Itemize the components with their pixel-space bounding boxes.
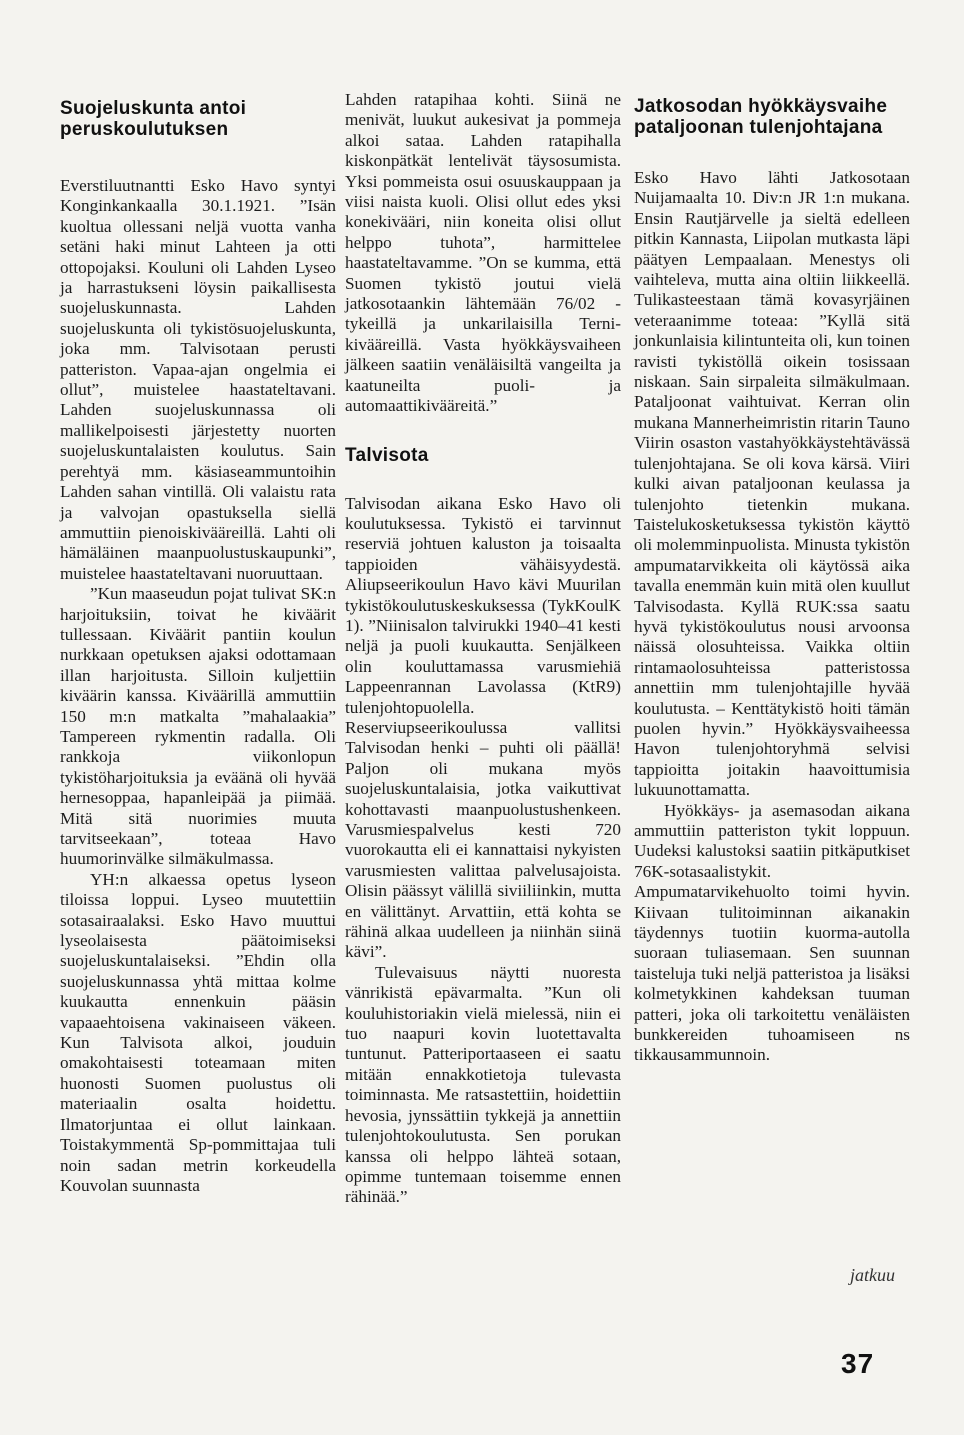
section-heading-winter-war: Talvisota: [345, 444, 429, 466]
article-paragraph: Lahden ratapihaa kohti. Siinä ne menivät, luukut aukesivat ja pommeja alkoi sataa. Lahden ratapihalla kiskonpätkät lentelivät täysosumista. Yksi pommeista osui osuuskauppaan ja viisi naista kuoli. Olisi ollut edes yksi konekivääri, niin koneita olisi ollut helppo tuhota”, harmittelee haastateltavamme. ”On se kumma, että Suomen tykistö joutui vielä jatkosotaankin lähtemään 76/02 -tykeillä ja unkarilaisilla Terni-kivääreillä. Vasta hyökkäysvaiheen jälkeen saatiin venäläisiltä vangeilta ja kaatuneilta puoli- ja automaattikivääreitä.”: [345, 90, 621, 416]
article-paragraph: YH:n alkaessa opetus lyseon tiloissa loppui. Lyseo muutettiin sotasairaalaksi. Esko Havo muuttui lyseolaisesta päätoimiseksi suojeluskuntalaiseksi. ”Ehdin olla suojeluskunnassa yhtä mittaa kolme kuukautta ennenkuin pääsin vapaaehtoisena vakinaiseen väkeen. Kun Talvisota alkoi, jouduin omakohtaisesti toteamaan miten huonosti Suomen puolustus oli materiaalin osalta hoidettu. Ilmatorjuntaa ei ollut lainkaan. Toistakymmentä Sp-pommittajaa tuli noin sadan metrin korkeudella Kouvolan suunnasta: [60, 869, 336, 1195]
section-heading-continuation-war: Jatkosodan hyökkäysvaihe pataljoonan tulenjohtajana: [634, 96, 888, 138]
article-column-1: [60, 90, 336, 1196]
article-paragraph: Hyökkäys- ja asemasodan aikana ammuttiin patteriston tykit loppuun. Uudeksi kalustoksi saatiin pitkäputkiset 76K-sotasaalistykit. Ampumatarvikehuolto toimi hyvin. Kiivaan tulitoiminnan aikanakin täydennys tuotiin kuorma-autolla suoraan tuliasemaan. Sen suunnan taisteluja tuki neljä patteristoa ja lisäksi kolmetykkinen kahdeksan tuuman patteri, joka oli tarkoitettu venäläisten bunkkereiden tuhoamiseen ns tikkausammunnoin.: [634, 800, 910, 1065]
article-column-3: [634, 90, 910, 1066]
article-paragraph: Tulevaisuus näytti nuoresta vänrikistä epävarmalta. ”Kun oli kouluhistoriakin vielä mielessä, niin ei tuo naapuri kovin luotettavalta tuntunut. Patteriportaaseen ei saatu mitään ennakkotietoja tulevasta toiminnasta. Me ratsastettiin, hoidettiin hevosia, jynssättiin tykkejä ja annettiin tulenjohtokoulutusta. Sen porukan kanssa oli helppo lähteä sotaan, opimme tuntemaan toisemme ennen rähinää.”: [345, 962, 621, 1207]
article-paragraph: Talvisodan aikana Esko Havo oli koulutuksessa. Tykistö ei tarvinnut reserviä johtuen kaluston ja toisaalta tappioiden vähäisyydestä. Aliupseerikoulun Havo kävi Muurilan tykistökoulutuskeskuksessa (TykKoulK 1). ”Niinisalon talvirukki 1940–41 kesti neljä ja puoli kuukautta. Senjälkeen olin kouluttamassa varusmiehiä Lappeenrannan Lavolassa (KtR9) tulenjohtopuolella. Reserviupseerikoulussa vallitsi Talvisodan henki – puhti oli päällä! Paljon oli mukana myös suojeluskuntalaisia, jotka vaikuttivat kohottavasti maanpuolustushenkeen. Varusmiespalvelus kesti 720 vuorokautta eli ei kannattaisi nykyisten varusmiesten valittaa palvelusajoista. Olisin päässyt välillä siviiliinkin, mutta en välittänyt. Arvattiin, että kohta se rähinä alkaa uudelleen ja niinhän siinä kävi”.: [345, 493, 621, 962]
article-paragraph: ”Kun maaseudun pojat tulivat SK:n harjoituksiin, toivat he kiväärit tullessaan. Kiväärit pantiin koulun nurkkaan opetuksen ajaksi odottamaan illan harjoitusta. Silloin kuljettiin kiväärin kanssa. Kiväärillä ammuttiin 150 m:n matkalta ”mahalaakia” Tampereen rykmentin radalla. Oli rankkoja viikonlopun tykistöharjoituksia ja eväänä oli hyvää hernesoppaa, hapanleipää ja piimää. Mitä sitä nuorimies muuta tarvitseekaan”, toteaa Havo huumorinvälke silmäkulmassa.: [60, 584, 336, 869]
article-paragraph: Esko Havo lähti Jatkosotaan Nuijamaalta 10. Div:n JR 1:n mukana. Ensin Rautjärvelle ja sieltä edelleen pitkin Kannasta, Liipolan mutkasta läpi päätyen Lempaalaan. Menestys oli vaihteleva, mutta aina oltiin liikkeellä. Tulikasteestaan tämä kovasyrjäinen veteraanimme toteaa: ”Kyllä sitä jonkunlaisia kilintunteita oli, kun toinen ravisti tykistöllä oikein tosissaan niskaan. Sain sirpaleita silmäkulmaan. Pataljoonat vaihtuivat. Kerran olin mukana Mannerheimristin ritarin Tauno Viirin osaston vastahyökkäystehtävässä tulenjohtajana. Se oli kova kärsä. Viiri kulki aivan pataljoonan keulassa ja tulenjohto tietenkin mukana. Taistelukosketuksessa tykistön käyttö oli molemminpuolista. Minusta tykistön ampumatarvikkeita oli käytössä aika tavalla enemmän kuin mitä olen kuullut Talvisodasta. Kyllä RUK:ssa saatu hyvä tykistökoulutus nousi arvoonsa näissä olosuhteissa. Vaikka oltiin rintamaolosuhteissa patteristossa annettiin mm tulenjohtajille hyvää koulutusta. – Kenttätykistö hoiti tämän puolen hyvin.” Hyökkäysvaiheessa Havon tulenjohtoryhmä selvisi tappioitta joitakin haavoittumisia lukuunottamatta.: [634, 168, 910, 800]
section-heading-civil-guard: Suojeluskunta antoi peruskoulutuksen: [60, 98, 247, 140]
continues-marker: jatkuu: [850, 1265, 895, 1285]
page-number: 37: [841, 1348, 875, 1379]
article-paragraph: Everstiluutnantti Esko Havo syntyi Konginkankaalla 30.1.1921. ”Isän kuoltua ollessani neljä vuotta vanha setäni haki minut Lahteen ja otti ottopojaksi. Kouluni oli Lahden Lyseo ja harrastukseni löysin paikallisesta suojeluskunnasta. Lahden suojeluskunta oli tykistösuojeluskunta, joka mm. Talvisotaan perusti patteriston. Vapaa-ajan ongelmia ei ollut”, muistelee haastateltavani. Lahden suojeluskunnassa oli mallikelpoisesti järjestetty nuorten suojeluskuntalaisten koulutus. Sain perehtyä mm. käsiaseammuntoihin Lahden sahan vintillä. Oli valaistu rata ja valvojan opastuksella siellä ammuttiin pienoiskivääreillä. Lahti oli hämäläinen maanpuolustuskaupunki”, muistelee haastateltavani nuoruuttaan.: [60, 176, 336, 583]
article-column-2: [345, 90, 621, 1208]
